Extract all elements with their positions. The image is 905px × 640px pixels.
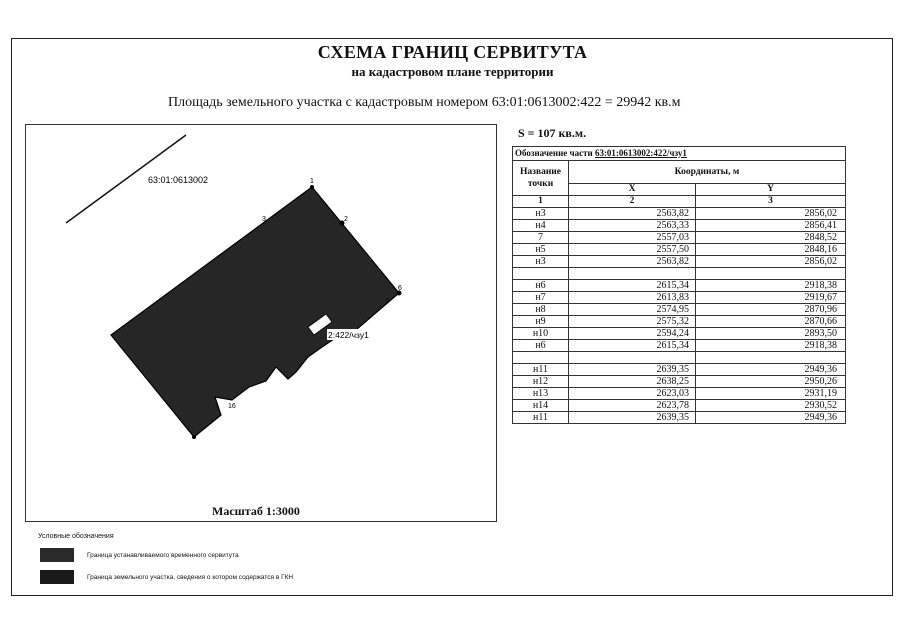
table-row xyxy=(513,412,846,424)
x-cell: 2638,25 xyxy=(569,376,696,388)
quarter-label: 63:01:0613002 xyxy=(148,175,209,185)
head-coordinates: Координаты, м xyxy=(569,161,846,184)
y-cell: 2949,36 xyxy=(696,412,846,424)
separator-row xyxy=(513,268,846,280)
empty-cell xyxy=(513,352,569,364)
table-row xyxy=(513,376,846,388)
x-cell: 2623,78 xyxy=(569,400,696,412)
col-num-1: 1 xyxy=(513,196,569,208)
y-cell: 2870,96 xyxy=(696,304,846,316)
point-label-3: 3 xyxy=(262,216,266,223)
point-name-cell: н14 xyxy=(513,400,569,412)
part-caption: Обозначение части xyxy=(515,148,593,158)
table-row xyxy=(513,280,846,292)
point-label-16: 16 xyxy=(228,403,236,410)
point-name-cell: н8 xyxy=(513,304,569,316)
x-cell: 2594,24 xyxy=(569,328,696,340)
point-name-cell: н6 xyxy=(513,280,569,292)
part-designation xyxy=(513,147,846,161)
area-line: Площадь земельного участка с кадастровым номером 63:01:0613002:422 = 29942 кв.м xyxy=(168,95,681,110)
document-subtitle: на кадастровом плане территории xyxy=(351,64,554,79)
legend-title: Условные обозначения xyxy=(38,533,114,540)
empty-cell xyxy=(569,352,696,364)
empty-cell xyxy=(696,352,846,364)
point-marker xyxy=(192,435,196,439)
x-cell: 2615,34 xyxy=(569,280,696,292)
point-name-cell: н11 xyxy=(513,412,569,424)
point-label-2: 2 xyxy=(344,216,348,223)
y-cell: 2856,02 xyxy=(696,256,846,268)
map-scale: Масштаб 1:3000 xyxy=(212,504,300,518)
legend-swatch-plot xyxy=(40,570,74,584)
point-name-cell: н13 xyxy=(513,388,569,400)
point-name-cell: н3 xyxy=(513,208,569,220)
point-name-cell: н9 xyxy=(513,316,569,328)
point-name-cell: н7 xyxy=(513,292,569,304)
x-cell: 2623,03 xyxy=(569,388,696,400)
empty-cell xyxy=(696,268,846,280)
table-row xyxy=(513,364,846,376)
table-row xyxy=(513,304,846,316)
point-name-cell: н3 xyxy=(513,256,569,268)
y-cell: 2919,67 xyxy=(696,292,846,304)
part-label: 2:422/чзу1 xyxy=(328,330,369,340)
y-cell: 2918,38 xyxy=(696,280,846,292)
x-cell: 2563,82 xyxy=(569,256,696,268)
table-row xyxy=(513,388,846,400)
point-name-cell: н10 xyxy=(513,328,569,340)
coordinates-table xyxy=(512,146,846,424)
head-x: Х xyxy=(569,184,696,196)
y-cell: 2856,41 xyxy=(696,220,846,232)
x-cell: 2613,83 xyxy=(569,292,696,304)
table-row xyxy=(513,232,846,244)
servitude-area: S = 107 кв.м. xyxy=(518,126,587,140)
y-cell: 2931,19 xyxy=(696,388,846,400)
point-name-cell: н5 xyxy=(513,244,569,256)
col-num-2: 2 xyxy=(569,196,696,208)
x-cell: 2557,50 xyxy=(569,244,696,256)
x-cell: 2557,03 xyxy=(569,232,696,244)
point-name-cell: н11 xyxy=(513,364,569,376)
table-row xyxy=(513,340,846,352)
point-label-1: 1 xyxy=(310,178,314,185)
x-cell: 2615,34 xyxy=(569,340,696,352)
point-name-cell: н6 xyxy=(513,340,569,352)
table-row xyxy=(513,316,846,328)
y-cell: 2856,02 xyxy=(696,208,846,220)
point-label-5: 5 xyxy=(386,299,390,305)
separator-row xyxy=(513,352,846,364)
y-cell: 2893,50 xyxy=(696,328,846,340)
point-label-6: 6 xyxy=(398,285,402,292)
table-row xyxy=(513,208,846,220)
table-row xyxy=(513,244,846,256)
table-row xyxy=(513,400,846,412)
legend-text-plot: Граница земельного участка, сведения о котором содержатся в ГКН xyxy=(87,574,294,581)
table-row xyxy=(513,256,846,268)
x-cell: 2563,33 xyxy=(569,220,696,232)
point-marker xyxy=(310,185,314,189)
map-drawing xyxy=(26,125,498,523)
cadastral-map xyxy=(25,124,497,522)
y-cell: 2930,52 xyxy=(696,400,846,412)
table-row xyxy=(513,292,846,304)
empty-cell xyxy=(569,268,696,280)
y-cell: 2949,36 xyxy=(696,364,846,376)
empty-cell xyxy=(513,268,569,280)
point-name-cell: 7 xyxy=(513,232,569,244)
table-row xyxy=(513,328,846,340)
legend-text-servitude: Граница устанавливаемого временного сервитута xyxy=(87,552,239,559)
x-cell: 2639,35 xyxy=(569,364,696,376)
table-row xyxy=(513,220,846,232)
y-cell: 2848,16 xyxy=(696,244,846,256)
x-cell: 2563,82 xyxy=(569,208,696,220)
head-point-name: Название точки xyxy=(513,161,569,196)
y-cell: 2950,26 xyxy=(696,376,846,388)
col-num-3: 3 xyxy=(696,196,846,208)
x-cell: 2574,95 xyxy=(569,304,696,316)
point-name-cell: н4 xyxy=(513,220,569,232)
y-cell: 2918,38 xyxy=(696,340,846,352)
document-title: СХЕМА ГРАНИЦ СЕРВИТУТА xyxy=(317,42,588,62)
legend-swatch-servitude xyxy=(40,548,74,562)
land-plot-shape xyxy=(111,187,399,437)
part-number: 63:01:0613002:422/чзу1 xyxy=(594,148,687,158)
point-name-cell: н12 xyxy=(513,376,569,388)
x-cell: 2575,32 xyxy=(569,316,696,328)
head-y: Y xyxy=(696,184,846,196)
x-cell: 2639,35 xyxy=(569,412,696,424)
y-cell: 2848,52 xyxy=(696,232,846,244)
y-cell: 2870,66 xyxy=(696,316,846,328)
